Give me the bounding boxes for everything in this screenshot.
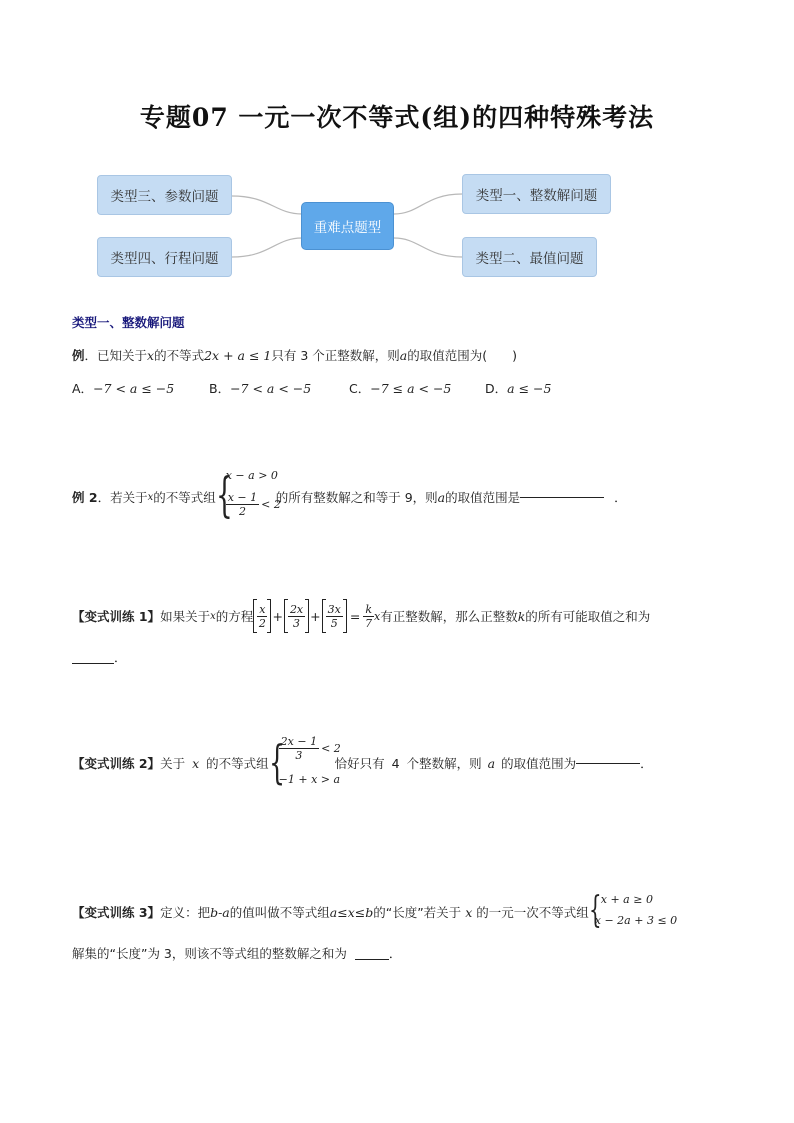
floor-bracket-right [305,599,309,633]
math-var: k [517,608,526,624]
text: 的不等式组 [153,490,216,505]
variant-1-line2 [72,648,127,666]
floor-bracket-right [343,599,347,633]
mindmap-center-label: 重难点题型 [313,220,382,236]
text: 的取值范围为 [501,756,577,771]
floor-bracket-right [267,599,271,633]
mindmap-node-label: 类型四、行程问题 [110,251,219,267]
fraction [288,603,305,630]
text: ． [640,756,653,771]
math-var: a [399,348,408,363]
plus-sign: + [272,608,283,624]
answer-blank[interactable] [355,959,389,960]
connector-top-left [232,196,302,214]
math-var: a [487,755,496,771]
text: 的“长度”若关于 [373,905,462,920]
math-var: x [147,491,154,503]
math-var: x [465,904,473,920]
fraction-denominator: 5 [330,616,338,630]
text: 的所有整数解之和等于 9，则 [275,490,438,505]
row-tail: < 2 [321,742,341,755]
option-a[interactable] [72,379,209,397]
mindmap-center-node [301,202,394,250]
variant-3 [72,890,678,934]
mindmap-node-type1 [462,174,611,214]
row-tail: < 2 [261,498,281,511]
math-var: x [373,609,381,623]
fraction-numerator: k [365,602,372,616]
option-c[interactable] [349,379,485,397]
mindmap-node-type3 [97,175,232,215]
text: 的取值范围是 [445,490,521,505]
option-label: B． [209,381,231,396]
page-title: 专题07 一元一次不等式(组)的四种特殊考法 [139,103,655,132]
example-2 [72,466,627,528]
text: 关于 [160,756,186,771]
section-heading: 类型一、整数解问题 [72,315,185,330]
text: 的不等式 [154,348,205,363]
math-var: a [437,489,446,505]
fraction-denominator: 2 [258,616,266,630]
system-row-1 [279,735,341,762]
option-expr: −7 < a ≤ −5 [93,381,175,396]
mindmap-node-label: 类型三、参数问题 [110,189,219,205]
answer-blank[interactable] [72,663,114,664]
system-row-1: x + a ≥ 0 [600,893,653,906]
text: ．若关于 [97,490,148,505]
fraction [226,491,259,518]
mindmap-node-label: 类型二、最值问题 [475,251,584,267]
text: 解集的“长度”为 3，则该不等式组的整数解之和为 [72,946,347,961]
example-1-options [72,379,551,397]
fraction [257,603,267,630]
text: 的不等式组 [206,756,269,771]
text: 如果关于 [160,609,211,624]
mindmap-node-label: 类型一、整数解问题 [475,188,598,204]
example-label: 例 [72,348,85,363]
math-var: x [192,755,200,771]
connector-bottom-left [232,238,302,257]
fraction-denominator: 7 [365,616,373,630]
brace-glyph: { [268,735,285,789]
fraction-denominator: 2 [238,505,246,518]
equation [253,599,380,633]
mindmap-node-type4 [97,237,232,277]
option-label: D． [485,381,508,396]
answer-blank[interactable] [576,763,640,764]
fraction-numerator: x [259,602,266,616]
inequality-system [588,890,678,933]
variant-label: 【变式训练 3】 [72,905,161,920]
text: 的所有可能取值之和为 [525,609,651,624]
fraction-numerator: 2x − 1 [280,735,318,748]
math-var: x [147,348,155,363]
brace-glyph: { [588,890,602,931]
variant-label: 【变式训练 2】 [72,756,161,771]
option-expr: a ≤ −5 [507,381,552,396]
fraction [326,603,343,630]
text: 个整数解，则 [406,756,482,771]
variant-3-line2 [72,944,401,962]
variant-label: 【变式训练 1】 [72,609,161,624]
equals-sign: = [349,608,361,624]
plus-sign: + [310,608,321,624]
option-label: A． [72,381,94,396]
text: 只有 3 个正整数解，则 [271,348,400,363]
fraction [279,735,319,762]
text: ．已知关于 [84,348,148,363]
option-expr: −7 < a < −5 [230,381,312,396]
fraction-numerator: 3x [327,602,341,616]
example-label: 例 2 [72,490,98,505]
answer-blank[interactable] [520,497,604,498]
system-row-1: x − a > 0 [225,469,278,482]
mindmap-node-type2 [462,237,597,277]
variant-1 [72,598,650,634]
text: 的方程 [215,609,254,624]
variant-2 [72,734,653,792]
text: 的取值范围为( ) [407,348,517,363]
text: 恰好只有 [334,756,385,771]
inequality-system [215,467,281,527]
math-var: x [210,610,216,622]
option-expr: −7 ≤ a < −5 [370,381,452,396]
option-label: C． [349,381,371,396]
option-b[interactable] [209,379,349,397]
system-row-2: x − 2a + 3 ≤ 0 [594,914,678,927]
option-d[interactable] [485,379,551,397]
text: ． [614,490,627,505]
math-expr: b-a [210,904,230,920]
connector-top-right [394,194,462,214]
text: ． [114,650,127,665]
math-expr: a≤x≤b [329,904,374,920]
system-row-2: −1 + x > a [278,773,341,786]
count-value: 4 [391,755,400,771]
fraction [363,603,374,630]
text: 定义：把 [160,905,211,920]
math-inequality: 2x + a ≤ 1 [204,348,272,363]
connector-bottom-right [394,238,462,257]
inequality-system [268,735,341,791]
text: ． [388,946,402,961]
system-row-2 [226,491,281,518]
fraction-numerator: x − 1 [227,491,258,504]
fraction-numerator: 2x [289,602,304,616]
fraction-denominator: 3 [293,616,301,630]
example-1 [72,346,517,364]
brace-glyph: { [215,467,233,523]
fraction-denominator: 3 [295,749,303,762]
text: 的值叫做不等式组 [229,905,330,920]
text: 的一元一次不等式组 [476,905,589,920]
text: 有正整数解，那么正整数 [380,609,518,624]
